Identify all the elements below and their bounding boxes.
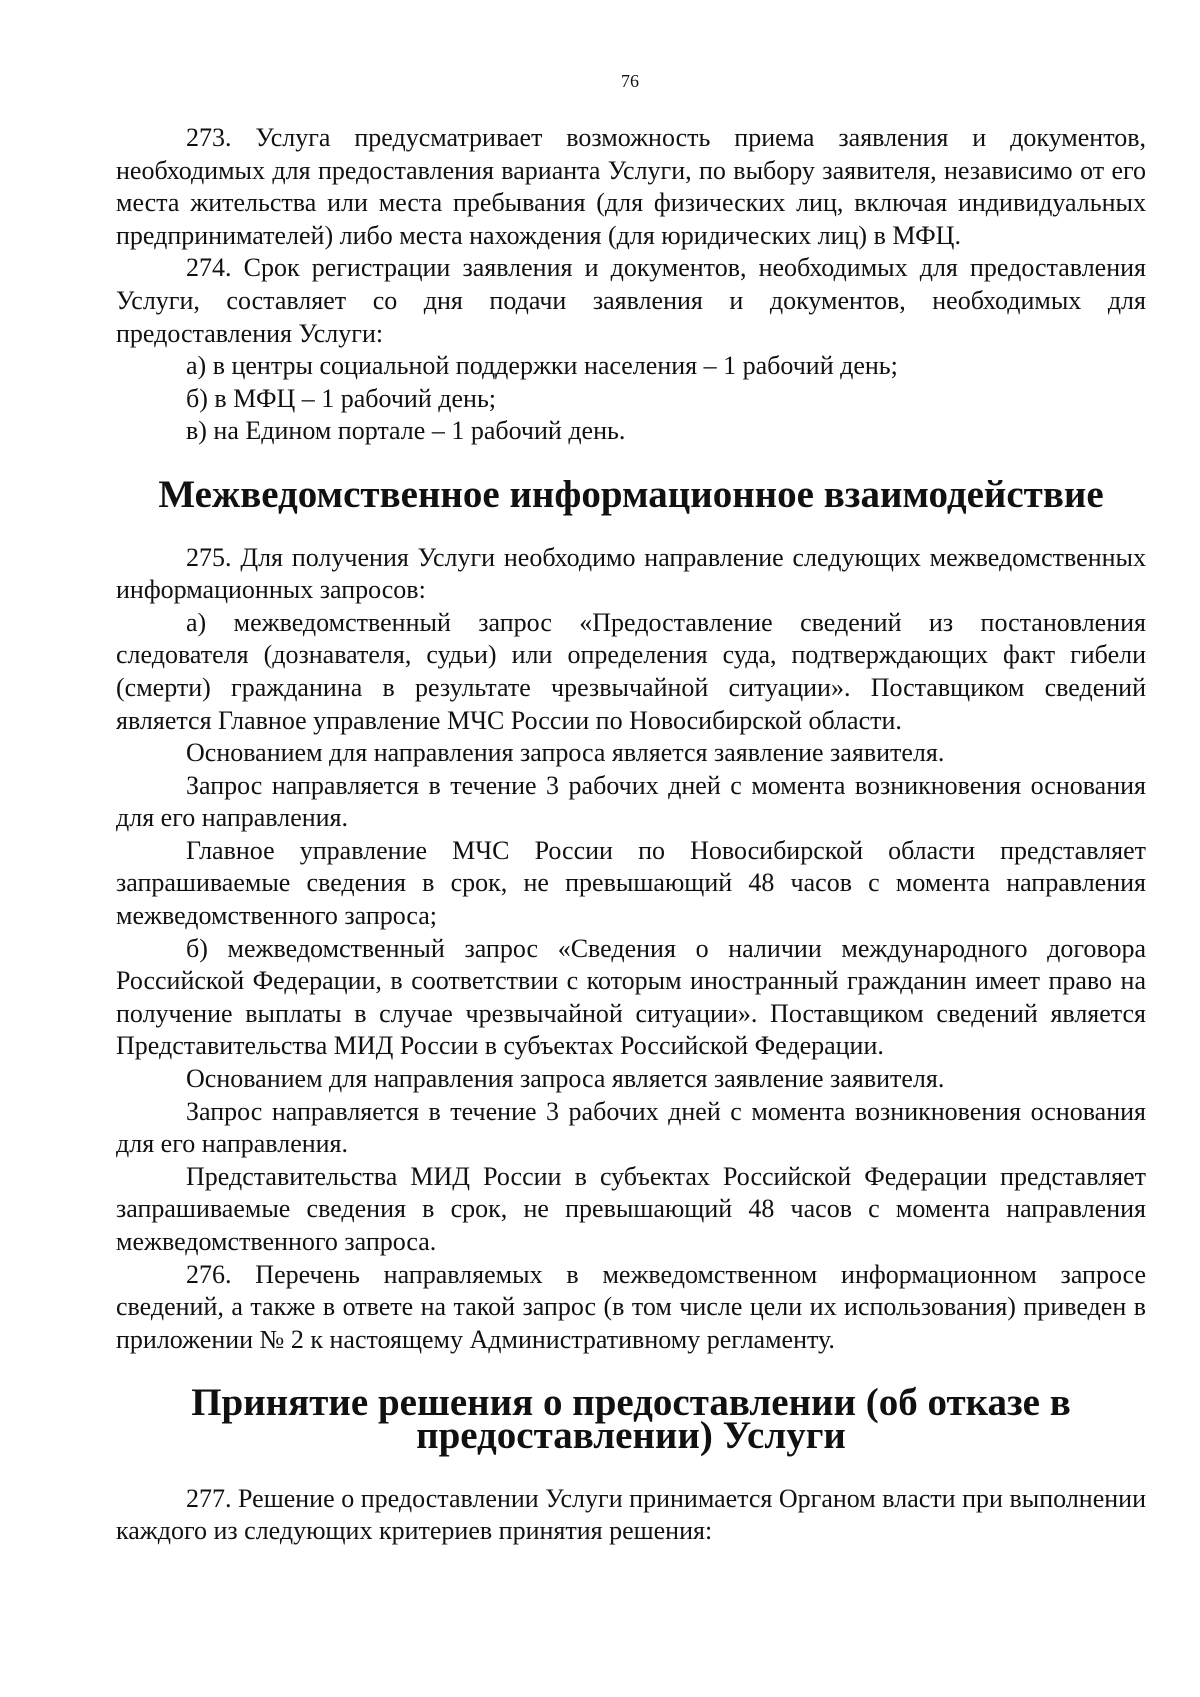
- list-item-v: в) на Едином портале – 1 рабочий день.: [186, 416, 626, 446]
- paragraph-response-2: Представительства МИД России в субъектах Российской Федерации представляет запрашиваемые сведения в срок, не превышающий 48 часов с момента направления межведомственного запроса.: [116, 1161, 1146, 1256]
- page-number: 76: [621, 71, 639, 91]
- list-item-b: б) в МФЦ – 1 рабочий день;: [186, 383, 497, 413]
- section-heading-decision: Принятие решения о предоставлении (об отказе в предоставлении) Услуги: [191, 1381, 1071, 1457]
- paragraph-277: 277. Решение о предоставлении Услуги принимается Органом власти при выполнении каждого из следующих критериев принятия решения:: [116, 1483, 1146, 1546]
- paragraph-response-1: Главное управление МЧС России по Новосибирской области представляет запрашиваемые сведения в срок, не превышающий 48 часов с момента направления межведомственного запроса;: [116, 835, 1146, 931]
- list-item-a: а) в центры социальной поддержки населения – 1 рабочий день;: [186, 351, 898, 381]
- paragraph-deadline-2: Запрос направляется в течение 3 рабочих дней с момента возникновения основания для его направления.: [116, 1096, 1146, 1159]
- paragraph-basis-2: Основанием для направления запроса является заявление заявителя.: [186, 1064, 945, 1094]
- paragraph-276: 276. Перечень направляемых в межведомственном информационном запросе сведений, а также в ответе на такой запрос (в том числе цели их использования) приведен в приложении № 2 к настоящему Административному регламенту.: [116, 1259, 1146, 1354]
- document-body: [116, 122, 1146, 1548]
- paragraph-274: 274. Срок регистрации заявления и документов, необходимых для предоставления Услуги, составляет со дня подачи заявления и документов, необходимых для предоставления Услуги:: [116, 253, 1146, 348]
- section-heading-interagency: Межведомственное информационное взаимодействие: [158, 472, 1104, 516]
- paragraph-deadline-1: Запрос направляется в течение 3 рабочих дней с момента возникновения основания для его направления.: [116, 770, 1146, 833]
- paragraph-275-b: б) межведомственный запрос «Сведения о наличии международного договора Российской Федерации, в соответствии с которым иностранный гражданин имеет право на получение выплаты в случае чрезвычайной ситуации». Поставщиком сведений является Представительства МИД России в субъектах Российской Федерации.: [116, 933, 1146, 1061]
- paragraph-275-a: а) межведомственный запрос «Предоставление сведений из постановления следователя (дознавателя, судьи) или определения суда, подтверждающих факт гибели (смерти) гражданина в результате чрезвычайной ситуации». Поставщиком сведений является Главное управление МЧС России по Новосибирской области.: [116, 607, 1146, 735]
- paragraph-275: 275. Для получения Услуги необходимо направление следующих межведомственных информационных запросов:: [116, 542, 1146, 605]
- paragraph-basis-1: Основанием для направления запроса является заявление заявителя.: [186, 738, 945, 768]
- paragraph-273: 273. Услуга предусматривает возможность приема заявления и документов, необходимых для предоставления варианта Услуги, по выбору заявителя, независимо от его места жительства или места пребывания (для физических лиц, включая индивидуальных предпринимателей) либо места нахождения (для юридических лиц) в МФЦ.: [116, 123, 1146, 250]
